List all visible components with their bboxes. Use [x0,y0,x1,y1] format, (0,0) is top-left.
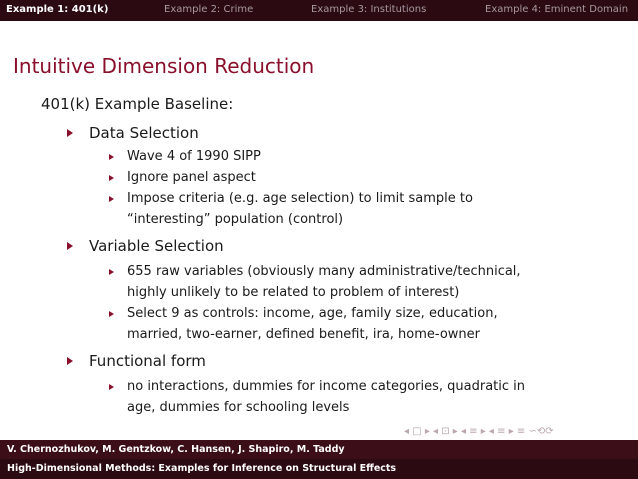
nav-tab-example-1[interactable]: Example 1: 401(k) [6,4,109,15]
bullet-icon [109,196,114,202]
bullet-icon [109,311,114,317]
section-label: Functional form [89,352,206,370]
bullet-icon [67,242,73,250]
bullet-icon [109,384,114,390]
bullet-icon [67,357,73,365]
nav-tab-example-2[interactable]: Example 2: Crime [164,4,254,15]
footer-authors: V. Chernozhukov, M. Gentzkow, C. Hansen, J. Shapiro, M. Taddy [7,444,345,455]
list-item: Impose criteria (e.g. age selection) to limit sample to [127,191,473,206]
nav-tab-example-4[interactable]: Example 4: Eminent Domain [485,4,629,15]
list-item-continuation: age, dummies for schooling levels [127,400,350,415]
list-item: Ignore panel aspect [127,170,256,185]
bullet-icon [109,175,114,181]
list-item: no interactions, dummies for income categories, quadratic in [127,379,526,394]
section-label: Variable Selection [89,237,224,255]
bullet-icon [109,269,114,275]
footer-title-bar [0,459,638,479]
list-item-continuation: “interesting” population (control) [127,212,344,227]
footer-authors-bar [0,440,638,459]
list-item: Select 9 as controls: income, age, family size, education, [127,306,498,321]
list-item: 655 raw variables (obviously many administrative/technical, [127,264,521,279]
beamer-navigation-controls[interactable]: ◂ □ ▸ ◂ ⊡ ▸ ◂ ≡ ▸ ◂ ≡ ▸ ≡ ∽⟲⟳ [404,426,554,437]
list-item: Wave 4 of 1990 SIPP [127,149,261,164]
list-item-continuation: married, two-earner, defined benefit, ira, home-owner [127,327,480,342]
bullet-icon [109,154,114,160]
bullet-icon [67,129,73,137]
list-item-continuation: highly unlikely to be related to problem of interest) [127,285,460,300]
slide-heading: 401(k) Example Baseline: [41,95,234,113]
slide-title: Intuitive Dimension Reduction [13,54,315,78]
top-navigation-bar [0,0,638,21]
footer-talk-title: High-Dimensional Methods: Examples for Inference on Structural Effects [7,463,397,474]
section-label: Data Selection [89,124,199,142]
nav-tab-example-3[interactable]: Example 3: Institutions [311,4,427,15]
